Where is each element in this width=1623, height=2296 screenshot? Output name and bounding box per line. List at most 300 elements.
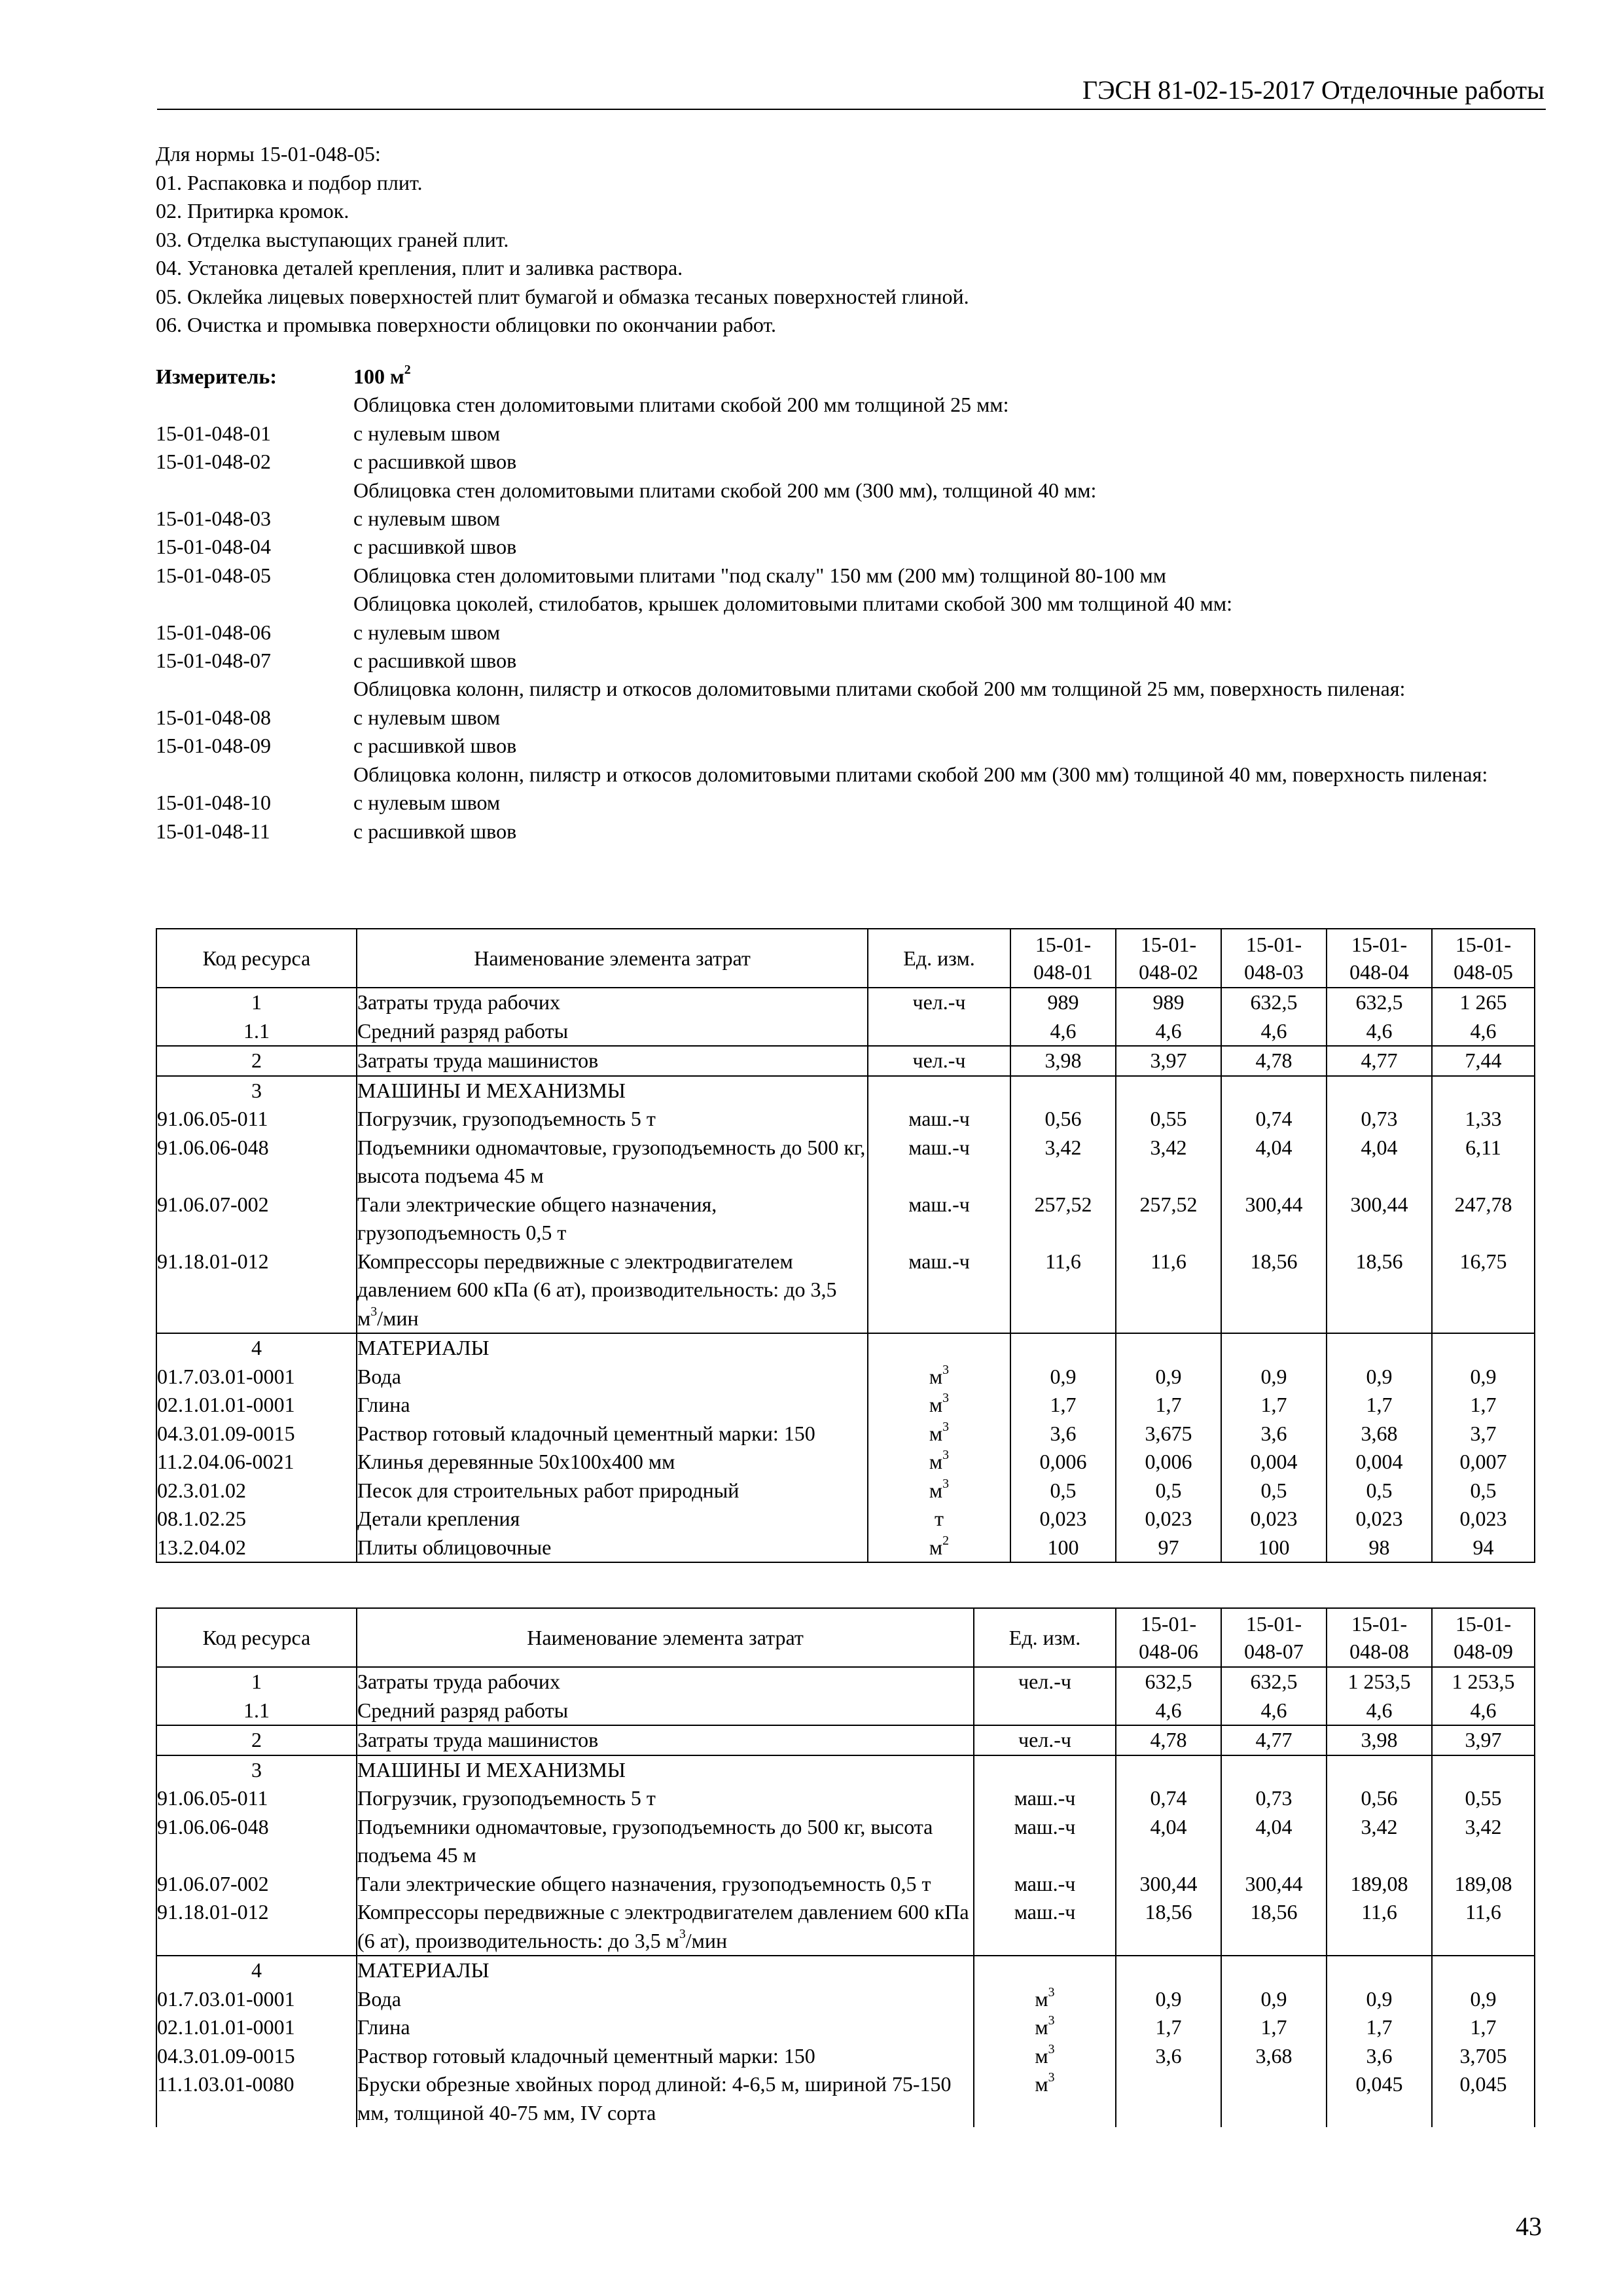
unit: $м^3$ (868, 1448, 1010, 1477)
norm-description: Облицовка цоколей, стилобатов, крышек доломитовыми плитами скобой 300 мм толщиной 40 мм: (353, 592, 1233, 616)
norm-value: 18,56 (1221, 1898, 1327, 1956)
header-cost-element: Наименование элемента затрат (357, 929, 868, 988)
norm-row (156, 675, 1530, 703)
table-row (156, 1725, 1535, 1755)
table-row (156, 988, 1535, 1017)
norm-value: 3,6 (1116, 2042, 1221, 2071)
norm-value: 1,7 (1432, 2013, 1535, 2042)
norm-value: 632,5 (1221, 988, 1327, 1017)
norm-description: с расшивкой швов (353, 535, 517, 559)
norm-value: 94 (1432, 1534, 1535, 1563)
header-unit: Ед. изм. (868, 929, 1010, 988)
norm-value: 0,5 (1221, 1477, 1327, 1505)
cost-element-name: Вода (357, 1985, 974, 2014)
resource-code: 04.3.01.09-0015 (156, 2042, 357, 2071)
resource-code: 2 (156, 1725, 357, 1755)
norm-value: 0,023 (1010, 1505, 1116, 1534)
header-norm-code: 15-01- 048-02 (1116, 929, 1221, 988)
table-row (156, 1870, 1535, 1899)
table-row (156, 1448, 1535, 1477)
document-header-title: ГЭСН 81-02-15-2017 Отделочные работы (1082, 75, 1544, 105)
norm-value: 97 (1116, 1534, 1221, 1563)
norm-value: 989 (1116, 988, 1221, 1017)
cost-element-name: Бруски обрезные хвойных пород длиной: 4-6,5 м, шириной 75-150 мм, толщиной 40-75 мм, IV сорта (357, 2070, 974, 2127)
page-number: 43 (1516, 2212, 1542, 2241)
norm-value: 3,42 (1327, 1813, 1432, 1870)
norm-value: 0,9 (1116, 1363, 1221, 1391)
resource-code: 01.7.03.01-0001 (156, 1363, 357, 1391)
resource-code: 3 (156, 1755, 357, 1785)
norm-value: 0,045 (1327, 2070, 1432, 2127)
resource-code: 02.1.01.01-0001 (156, 2013, 357, 2042)
norm-value: 1,7 (1327, 1391, 1432, 1420)
norm-value: 0,006 (1010, 1448, 1116, 1477)
meter-section (156, 363, 1530, 846)
norm-code: 15-01-048-11 (156, 819, 270, 843)
norm-value: 4,78 (1116, 1725, 1221, 1755)
norm-value (1010, 1333, 1116, 1363)
norm-value: 0,74 (1116, 1784, 1221, 1813)
table-row (156, 1985, 1535, 2014)
norm-value: 98 (1327, 1534, 1432, 1563)
cost-element-name: Подъемники одномачтовые, грузоподъемность до 500 кг, высота подъема 45 м (357, 1813, 974, 1870)
norm-value: 632,5 (1327, 988, 1432, 1017)
header-norm-code: 15-01- 048-04 (1327, 929, 1432, 988)
norm-code (156, 675, 353, 703)
operation-item: 01. Распаковка и подбор плит. (156, 170, 423, 194)
resource-code: 91.06.07-002 (156, 1191, 357, 1247)
norm-description: с нулевым швом (353, 705, 501, 729)
unit (868, 1076, 1010, 1105)
cost-element-name: Компрессоры передвижные с электродвигателем давлением 600 кПа (6 ат), производительность: до 3,5 $м^3$/мин (357, 1247, 868, 1334)
resource-code: 91.06.06-048 (156, 1134, 357, 1191)
cost-element-name: Средний разряд работы (357, 1696, 974, 1726)
norm-value: 100 (1010, 1534, 1116, 1563)
unit: маш.-ч (974, 1813, 1116, 1870)
norm-value: 0,5 (1116, 1477, 1221, 1505)
unit (974, 1696, 1116, 1726)
norm-value: 1,7 (1116, 2013, 1221, 2042)
unit: чел.-ч (868, 1046, 1010, 1076)
norm-description: с нулевым швом (353, 620, 501, 644)
table-row (156, 1755, 1535, 1785)
norm-value: 0,9 (1327, 1363, 1432, 1391)
norm-value: 989 (1010, 988, 1116, 1017)
operations-list (156, 140, 1530, 340)
norm-value (1010, 1076, 1116, 1105)
norm-value: 4,6 (1327, 1017, 1432, 1047)
norm-value: 0,9 (1221, 1363, 1327, 1391)
resource-code: 91.18.01-012 (156, 1898, 357, 1956)
norm-value (1116, 2070, 1221, 2127)
resource-code: 91.18.01-012 (156, 1247, 357, 1334)
norm-value: 0,023 (1327, 1505, 1432, 1534)
norm-value: 1,7 (1116, 1391, 1221, 1420)
norm-value: 4,77 (1221, 1725, 1327, 1755)
table-row (156, 1667, 1535, 1696)
unit: $м^3$ (868, 1391, 1010, 1420)
norm-row (156, 562, 1530, 590)
norm-code: 15-01-048-05 (156, 563, 271, 587)
unit: маш.-ч (868, 1134, 1010, 1191)
norm-value: 7,44 (1432, 1046, 1535, 1076)
norm-value: 4,6 (1432, 1696, 1535, 1726)
unit (868, 1333, 1010, 1363)
unit (974, 1956, 1116, 1985)
header-norm-code: 15-01- 048-06 (1116, 1608, 1221, 1667)
cost-element-name: Клинья деревянные 50х100х400 мм (357, 1448, 868, 1477)
table-row (156, 1420, 1535, 1448)
norm-value (1327, 1755, 1432, 1785)
table-row (156, 1696, 1535, 1726)
norm-description: Облицовка колонн, пилястр и откосов доломитовыми плитами скобой 200 мм толщиной 25 мм, поверхность пиленая: (353, 677, 1406, 701)
cost-element-name: Затраты труда рабочих (357, 988, 868, 1017)
norm-value: 4,6 (1327, 1696, 1432, 1726)
norm-value: 3,42 (1432, 1813, 1535, 1870)
norm-row (156, 817, 1530, 846)
table-row (156, 1105, 1535, 1134)
norm-row (156, 476, 1530, 505)
norm-value: 3,675 (1116, 1420, 1221, 1448)
norm-value: 6,11 (1432, 1134, 1535, 1191)
cost-element-name: Глина (357, 1391, 868, 1420)
table-row (156, 2013, 1535, 2042)
norm-value: 3,6 (1221, 1420, 1327, 1448)
cost-element-name: Детали крепления (357, 1505, 868, 1534)
unit: чел.-ч (868, 988, 1010, 1017)
norm-code: 15-01-048-08 (156, 705, 271, 729)
norm-value: 3,6 (1327, 2042, 1432, 2071)
table-row (156, 1046, 1535, 1076)
cost-element-name: Подъемники одномачтовые, грузоподъемность до 500 кг, высота подъема 45 м (357, 1134, 868, 1191)
norm-value: 0,9 (1116, 1985, 1221, 2014)
operations-title: Для нормы 15-01-048-05: (156, 142, 381, 166)
norm-description: с нулевым швом (353, 421, 501, 445)
norm-value: 4,04 (1327, 1134, 1432, 1191)
table-row (156, 1134, 1535, 1191)
norm-description: Облицовка стен доломитовыми плитами скобой 200 мм толщиной 25 мм: (353, 393, 1009, 417)
norm-row (156, 448, 1530, 476)
norm-value: 4,6 (1116, 1017, 1221, 1047)
resource-code: 3 (156, 1076, 357, 1105)
resource-code: 02.1.01.01-0001 (156, 1391, 357, 1420)
table-row (156, 1477, 1535, 1505)
resource-code: 4 (156, 1956, 357, 1985)
norm-code: 15-01-048-10 (156, 791, 271, 815)
operation-item: 06. Очистка и промывка поверхности облицовки по окончании работ. (156, 313, 776, 336)
norm-value: 11,6 (1010, 1247, 1116, 1334)
norm-row (156, 590, 1530, 618)
table-row (156, 1363, 1535, 1391)
norm-value: 0,023 (1221, 1505, 1327, 1534)
norm-row (156, 789, 1530, 817)
norm-value: 0,006 (1116, 1448, 1221, 1477)
norm-row (156, 505, 1530, 533)
norm-value: 257,52 (1116, 1191, 1221, 1247)
unit: маш.-ч (868, 1247, 1010, 1334)
unit: $м^2$ (868, 1534, 1010, 1563)
resource-code: 2 (156, 1046, 357, 1076)
norm-value: 3,97 (1432, 1725, 1535, 1755)
operation-item: 03. Отделка выступающих граней плит. (156, 227, 509, 251)
norm-value: 0,9 (1010, 1363, 1116, 1391)
norm-value: 0,73 (1221, 1784, 1327, 1813)
meter-value: 100 $м^2$ (353, 363, 411, 388)
norm-row (156, 533, 1530, 561)
resource-code: 11.1.03.01-0080 (156, 2070, 357, 2127)
norm-value: 4,6 (1010, 1017, 1116, 1047)
resource-code: 4 (156, 1333, 357, 1363)
cost-element-name: МАТЕРИАЛЫ (357, 1333, 868, 1363)
norm-description: Облицовка стен доломитовыми плитами "под скалу" 150 мм (200 мм) толщиной 80-100 мм (353, 563, 1166, 587)
norm-value: 4,04 (1221, 1134, 1327, 1191)
norm-value: 0,023 (1432, 1505, 1535, 1534)
resource-code: 91.06.05-011 (156, 1105, 357, 1134)
norm-value: 3,68 (1327, 1420, 1432, 1448)
norm-value: 1 253,5 (1327, 1667, 1432, 1696)
unit (974, 1755, 1116, 1785)
norm-value: 0,9 (1327, 1985, 1432, 2014)
operation-item: 05. Оклейка лицевых поверхностей плит бумагой и обмазка тесаных поверхностей глиной. (156, 284, 969, 308)
resource-code: 91.06.07-002 (156, 1870, 357, 1899)
resource-code: 1 (156, 1667, 357, 1696)
norm-value: 0,045 (1432, 2070, 1535, 2127)
norm-value: 300,44 (1116, 1870, 1221, 1899)
norm-list (156, 391, 1530, 846)
norm-row (156, 391, 1530, 419)
norm-value: 1 265 (1432, 988, 1535, 1017)
cost-element-name: Погрузчик, грузоподъемность 5 т (357, 1105, 868, 1134)
cost-element-name: Раствор готовый кладочный цементный марки: 150 (357, 2042, 974, 2071)
header-resource-code: Код ресурса (156, 1608, 357, 1667)
unit: $м^3$ (974, 2013, 1116, 2042)
resource-code: 1.1 (156, 1017, 357, 1047)
norm-description: с нулевым швом (353, 507, 501, 531)
table-header-row (156, 1608, 1535, 1667)
norm-value: 0,004 (1221, 1448, 1327, 1477)
cost-element-name: Средний разряд работы (357, 1017, 868, 1047)
norm-value (1116, 1076, 1221, 1105)
table-row (156, 1898, 1535, 1956)
norm-code: 15-01-048-02 (156, 450, 271, 474)
unit: маш.-ч (974, 1898, 1116, 1956)
norm-value (1221, 1956, 1327, 1985)
cost-element-name: Раствор готовый кладочный цементный марки: 150 (357, 1420, 868, 1448)
norm-value: 257,52 (1010, 1191, 1116, 1247)
table-row (156, 1534, 1535, 1563)
norm-value: 632,5 (1221, 1667, 1327, 1696)
header-cost-element: Наименование элемента затрат (357, 1608, 974, 1667)
header-resource-code: Код ресурса (156, 929, 357, 988)
norm-value (1221, 1076, 1327, 1105)
header-norm-code: 15-01- 048-05 (1432, 929, 1535, 988)
norm-row (156, 420, 1530, 448)
norm-row (156, 704, 1530, 732)
norm-description: с расшивкой швов (353, 649, 517, 673)
norm-value: 16,75 (1432, 1247, 1535, 1334)
cost-element-name: Компрессоры передвижные с электродвигателем давлением 600 кПа (6 ат), производительность: до 3,5 $м^3$/мин (357, 1898, 974, 1956)
table-row (156, 1191, 1535, 1247)
table-row (156, 1956, 1535, 1985)
unit: чел.-ч (974, 1667, 1116, 1696)
norm-description: с расшивкой швов (353, 734, 517, 758)
norm-value (1221, 1333, 1327, 1363)
unit: маш.-ч (868, 1105, 1010, 1134)
norm-value: 0,007 (1432, 1448, 1535, 1477)
meter-label: Измеритель: (156, 365, 277, 388)
norm-value: 0,5 (1010, 1477, 1116, 1505)
norm-value (1116, 1333, 1221, 1363)
norm-value: 0,004 (1327, 1448, 1432, 1477)
norm-code (156, 590, 353, 618)
norm-value: 4,6 (1432, 1017, 1535, 1047)
meter-header-row (156, 363, 1530, 391)
norm-value: 11,6 (1432, 1898, 1535, 1956)
norm-value (1221, 1755, 1327, 1785)
norm-value: 300,44 (1327, 1191, 1432, 1247)
resource-code: 91.06.06-048 (156, 1813, 357, 1870)
norm-value: 0,73 (1327, 1105, 1432, 1134)
cost-element-name: Песок для строительных работ природный (357, 1477, 868, 1505)
header-norm-code: 15-01- 048-01 (1010, 929, 1116, 988)
norm-value: 1 253,5 (1432, 1667, 1535, 1696)
norm-value: 18,56 (1221, 1247, 1327, 1334)
norm-value: 4,6 (1221, 1017, 1327, 1047)
operation-item: 04. Установка деталей крепления, плит и заливка раствора. (156, 256, 683, 279)
cost-element-name: Погрузчик, грузоподъемность 5 т (357, 1784, 974, 1813)
norm-value: 11,6 (1327, 1898, 1432, 1956)
norm-value: 1,7 (1327, 2013, 1432, 2042)
unit: маш.-ч (974, 1784, 1116, 1813)
norm-description: с расшивкой швов (353, 819, 517, 843)
norm-value: 3,7 (1432, 1420, 1535, 1448)
norm-value: 18,56 (1327, 1247, 1432, 1334)
header-norm-code: 15-01- 048-03 (1221, 929, 1327, 988)
norm-value: 1,7 (1432, 1391, 1535, 1420)
table-row (156, 1505, 1535, 1534)
table-row (156, 1784, 1535, 1813)
cost-element-name: Вода (357, 1363, 868, 1391)
norm-value (1327, 1076, 1432, 1105)
norm-value (1116, 1755, 1221, 1785)
cost-element-name: Тали электрические общего назначения, грузоподъемность 0,5 т (357, 1870, 974, 1899)
resource-table-1 (156, 928, 1535, 1563)
unit: $м^3$ (974, 1985, 1116, 2014)
norm-value: 1,7 (1221, 1391, 1327, 1420)
norm-value: 0,56 (1327, 1784, 1432, 1813)
norm-value: 18,56 (1116, 1898, 1221, 1956)
norm-row (156, 647, 1530, 675)
norm-value: 0,56 (1010, 1105, 1116, 1134)
norm-value: 300,44 (1221, 1191, 1327, 1247)
norm-value: 0,74 (1221, 1105, 1327, 1134)
resource-code: 1 (156, 988, 357, 1017)
resource-code: 08.1.02.25 (156, 1505, 357, 1534)
unit: $м^3$ (868, 1420, 1010, 1448)
norm-value: 1,33 (1432, 1105, 1535, 1134)
norm-value (1432, 1076, 1535, 1105)
table-row (156, 1813, 1535, 1870)
norm-code: 15-01-048-09 (156, 734, 271, 758)
norm-value: 4,04 (1221, 1813, 1327, 1870)
norm-code: 15-01-048-03 (156, 507, 271, 531)
norm-value: 189,08 (1432, 1870, 1535, 1899)
norm-value: 3,97 (1116, 1046, 1221, 1076)
norm-code: 15-01-048-07 (156, 649, 271, 673)
operation-item: 02. Притирка кромок. (156, 199, 349, 223)
norm-code (156, 391, 353, 419)
norm-value: 300,44 (1221, 1870, 1327, 1899)
header-divider (157, 109, 1546, 110)
cost-element-name: Затраты труда рабочих (357, 1667, 974, 1696)
resource-code: 11.2.04.06-0021 (156, 1448, 357, 1477)
norm-value: 4,78 (1221, 1046, 1327, 1076)
header-norm-code: 15-01- 048-08 (1327, 1608, 1432, 1667)
norm-description: Облицовка колонн, пилястр и откосов доломитовыми плитами скобой 200 мм (300 мм) толщиной 40 мм, поверхность пиленая: (353, 762, 1488, 786)
cost-element-name: Тали электрические общего назначения, грузоподъемность 0,5 т (357, 1191, 868, 1247)
norm-value (1432, 1755, 1535, 1785)
norm-row (156, 619, 1530, 647)
unit: $м^3$ (974, 2042, 1116, 2071)
norm-code: 15-01-048-01 (156, 421, 271, 445)
header-unit: Ед. изм. (974, 1608, 1116, 1667)
norm-value: 3,42 (1010, 1134, 1116, 1191)
unit: $м^3$ (868, 1363, 1010, 1391)
norm-row (156, 732, 1530, 760)
table-row (156, 1333, 1535, 1363)
table-row (156, 2042, 1535, 2071)
norm-description: с расшивкой швов (353, 450, 517, 474)
norm-value: 0,5 (1327, 1477, 1432, 1505)
norm-description: Облицовка стен доломитовыми плитами скобой 200 мм (300 мм), толщиной 40 мм: (353, 478, 1097, 502)
cost-element-name: МАТЕРИАЛЫ (357, 1956, 974, 1985)
norm-value: 0,55 (1432, 1784, 1535, 1813)
norm-value: 4,6 (1221, 1696, 1327, 1726)
norm-value (1116, 1956, 1221, 1985)
norm-value (1327, 1956, 1432, 1985)
norm-value: 3,705 (1432, 2042, 1535, 2071)
norm-description: с нулевым швом (353, 791, 501, 815)
resource-code: 91.06.05-011 (156, 1784, 357, 1813)
norm-value: 247,78 (1432, 1191, 1535, 1247)
unit (868, 1017, 1010, 1047)
norm-value: 0,9 (1432, 1363, 1535, 1391)
header-norm-code: 15-01- 048-07 (1221, 1608, 1327, 1667)
norm-value: 4,6 (1116, 1696, 1221, 1726)
unit: т (868, 1505, 1010, 1534)
norm-value: 0,9 (1432, 1985, 1535, 2014)
norm-value: 100 (1221, 1534, 1327, 1563)
norm-value (1221, 2070, 1327, 2127)
resource-table-2 (156, 1607, 1535, 2127)
norm-value (1432, 1333, 1535, 1363)
norm-code (156, 761, 353, 789)
norm-value: 3,98 (1010, 1046, 1116, 1076)
norm-value: 0,9 (1221, 1985, 1327, 2014)
norm-value (1432, 1956, 1535, 1985)
resource-code: 04.3.01.09-0015 (156, 1420, 357, 1448)
cost-element-name: МАШИНЫ И МЕХАНИЗМЫ (357, 1076, 868, 1105)
resource-code: 13.2.04.02 (156, 1534, 357, 1563)
cost-element-name: Глина (357, 2013, 974, 2042)
resource-code: 1.1 (156, 1696, 357, 1726)
table-row (156, 1247, 1535, 1334)
resource-code: 02.3.01.02 (156, 1477, 357, 1505)
norm-value: 3,42 (1116, 1134, 1221, 1191)
cost-element-name: Плиты облицовочные (357, 1534, 868, 1563)
norm-value: 0,023 (1116, 1505, 1221, 1534)
norm-value: 632,5 (1116, 1667, 1221, 1696)
